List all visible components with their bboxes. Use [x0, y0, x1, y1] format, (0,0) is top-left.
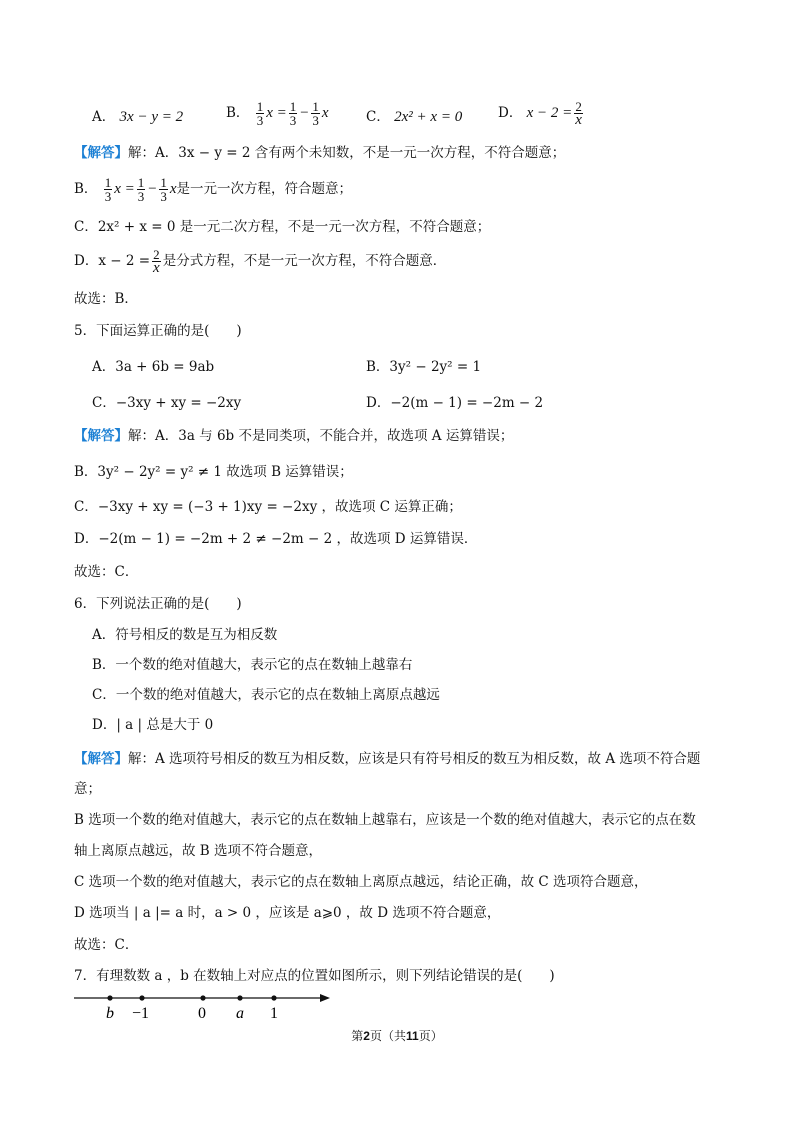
q4-option-a: A． 3x − y = 2 [92, 109, 184, 125]
answer-tag: 【解答】 [74, 751, 128, 767]
q5-option-c: C．−3xy + xy = −2xy [92, 395, 242, 411]
point-neg1 [139, 995, 144, 1000]
q6-answer-line-4: D 选项当 | a |= a 时，a > 0 ，应该是 a⩾0 ，故 D 选项不符合题意， [74, 905, 501, 921]
q7-stem: 7．有理数数 a ，b 在数轴上对应点的位置如图所示，则下列结论错误的是( ) [74, 968, 555, 984]
q5-option-a: A．3a + 6b = 9ab [92, 359, 215, 375]
q6-option-b: B．一个数的绝对值越大，表示它的点在数轴上越靠右 [92, 657, 413, 673]
q4-option-c: C． 2x² + x = 0 [366, 109, 463, 125]
page-footer: 第2页（共11页） [351, 1029, 443, 1043]
total-pages: 11 [406, 1029, 419, 1043]
q5-answer-line-2: B．3y² − 2y² = y² ≠ 1 故选项 B 运算错误； [74, 464, 353, 480]
q6-option-a: A．符号相反的数是互为相反数 [92, 627, 278, 643]
q4-option-d: D． x − 2 = $\frac{2}{x}$ [498, 99, 582, 128]
q4-option-b: B． $\frac{1}{3}$ x = $\frac{1}{3}$ − $\frac{1}{3}$ x [226, 99, 329, 128]
point-0 [200, 995, 205, 1000]
page-number: 2 [363, 1029, 370, 1043]
q4-answer-line-2: B． $\frac{1}{3}$ x = $\frac{1}{3}$ − $\frac{1}{3}$ x是一元一次方程，符合题意； [74, 175, 353, 204]
q5-choice: 故选：C． [74, 564, 139, 580]
q6-answer-line-3: C 选项一个数的绝对值越大，表示它的点在数轴上离原点越远，结论正确，故 C 选项符合题意， [74, 874, 648, 890]
q6-choice: 故选：C． [74, 937, 139, 953]
label-1: 1 [270, 1005, 278, 1022]
q5-answer-line-1: 【解答】解：A．3a 与 6b 不是同类项，不能合并，故选项 A 运算错误； [74, 428, 514, 444]
q6-answer-line-2: B 选项一个数的绝对值越大，表示它的点在数轴上越靠右，应该是一个数的绝对值越大，表示它的点在数 [74, 812, 696, 828]
q5-answer-line-3: C．−3xy + xy = (−3 + 1)xy = −2xy ，故选项 C 运算正确； [74, 499, 462, 515]
q6-option-c: C．一个数的绝对值越大，表示它的点在数轴上离原点越远 [92, 687, 440, 703]
q4-choice: 故选：B． [74, 291, 138, 307]
q6-answer-line-2b: 轴上离原点越远，故 B 选项不符合题意， [74, 843, 323, 859]
label-b: b [106, 1005, 114, 1022]
q4-answer-line-4: D．x − 2 = $\frac{2}{x}$ 是分式方程，不是一元一次方程，不符合题意． [74, 247, 447, 276]
q5-stem: 5．下面运算正确的是( ) [74, 323, 242, 339]
label-0: 0 [198, 1005, 206, 1022]
point-a [237, 995, 242, 1000]
q5-option-d: D．−2(m − 1) = −2m − 2 [366, 395, 544, 411]
q6-answer-line-1b: 意； [74, 781, 101, 797]
q4-answer-line-1: 【解答】解：A．3x − y = 2 含有两个未知数，不是一元一次方程，不符合题意； [74, 145, 566, 161]
q6-stem: 6．下列说法正确的是( ) [74, 596, 242, 612]
label-neg1: −1 [132, 1005, 150, 1022]
fraction: $\frac{1}{3}$ [256, 99, 264, 128]
answer-tag: 【解答】 [74, 428, 128, 444]
label-a: a [236, 1005, 244, 1022]
q5-option-b: B．3y² − 2y² = 1 [366, 359, 482, 375]
q5-answer-line-4: D．−2(m − 1) = −2m + 2 ≠ −2m − 2 ，故选项 D 运算错误． [74, 531, 478, 547]
number-line-arrow [320, 994, 330, 1002]
point-1 [271, 995, 276, 1000]
q6-answer-line-1: 【解答】解：A 选项符号相反的数互为相反数，应该是只有符号相反的数互为相反数，故 A 选项不符合题 [74, 751, 701, 767]
q6-option-d: D．| a | 总是大于 0 [92, 717, 214, 733]
q4-answer-line-3: C．2x² + x = 0 是一元二次方程，不是一元一次方程，不符合题意； [74, 219, 491, 235]
answer-tag: 【解答】 [74, 145, 128, 161]
point-b [107, 995, 112, 1000]
number-line-figure [60, 988, 360, 1028]
